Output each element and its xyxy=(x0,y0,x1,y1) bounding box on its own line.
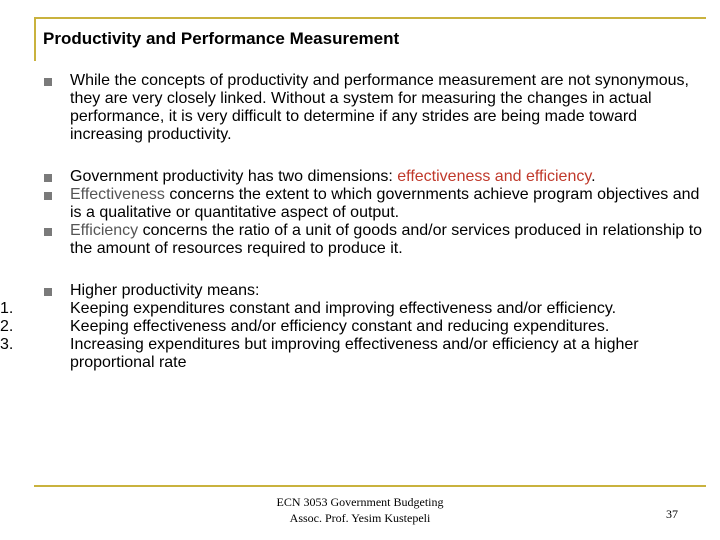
square-bullet-icon xyxy=(44,78,52,86)
paragraph-text: While the concepts of productivity and performance measurement are not synonymous, they are very closely linked. Without a system for measuring the changes in actual performance, it is very difficult to determine if any strides are being made toward increasing productivity. xyxy=(70,72,689,143)
highlighted-text: effectiveness and efficiency xyxy=(397,168,592,185)
paragraph-text: Government productivity has two dimensions: xyxy=(70,168,398,185)
footer-author: Assoc. Prof. Yesim Kustepeli xyxy=(289,511,431,525)
list-item xyxy=(0,336,704,372)
title-rule-top xyxy=(34,17,706,19)
footer xyxy=(230,494,490,526)
title-rule-left xyxy=(34,17,36,61)
slide-title: Productivity and Performance Measurement xyxy=(43,29,400,48)
bullet-item xyxy=(44,282,704,300)
footer-rule xyxy=(34,485,706,487)
footer-course: ECN 3053 Government Budgeting xyxy=(276,495,444,509)
list-text: Increasing expenditures but improving effectiveness and/or efficiency at a higher proportional rate xyxy=(70,336,639,371)
list-item xyxy=(0,318,704,336)
square-bullet-icon xyxy=(44,288,52,296)
paragraph-text: concerns the ratio of a unit of goods and/or services produced in relationship to the amount of resources required to produce it. xyxy=(70,222,703,257)
square-bullet-icon xyxy=(44,228,52,236)
list-text: Keeping expenditures constant and improving effectiveness and/or efficiency. xyxy=(70,300,617,317)
keyword-text: Effectiveness xyxy=(70,186,165,203)
list-number: 3. xyxy=(0,336,14,353)
keyword-text: Efficiency xyxy=(70,222,139,239)
slide-body xyxy=(0,72,704,372)
list-item xyxy=(0,300,704,318)
paragraph-text: concerns the extent to which governments achieve program objectives and is a qualitative or quantitative aspect of output. xyxy=(70,186,700,221)
square-bullet-icon xyxy=(44,174,52,182)
paragraph-text: . xyxy=(591,168,596,185)
bullet-item xyxy=(44,222,704,258)
bullet-item xyxy=(44,72,704,144)
list-number: 2. xyxy=(0,318,14,335)
numbered-list xyxy=(0,300,704,372)
page-number: 37 xyxy=(666,507,678,521)
paragraph-text: Higher productivity means: xyxy=(70,282,260,299)
list-number: 1. xyxy=(0,300,14,317)
bullet-item xyxy=(44,168,704,186)
bullet-item xyxy=(44,186,704,222)
list-text: Keeping effectiveness and/or efficiency constant and reducing expenditures. xyxy=(70,318,610,335)
square-bullet-icon xyxy=(44,192,52,200)
